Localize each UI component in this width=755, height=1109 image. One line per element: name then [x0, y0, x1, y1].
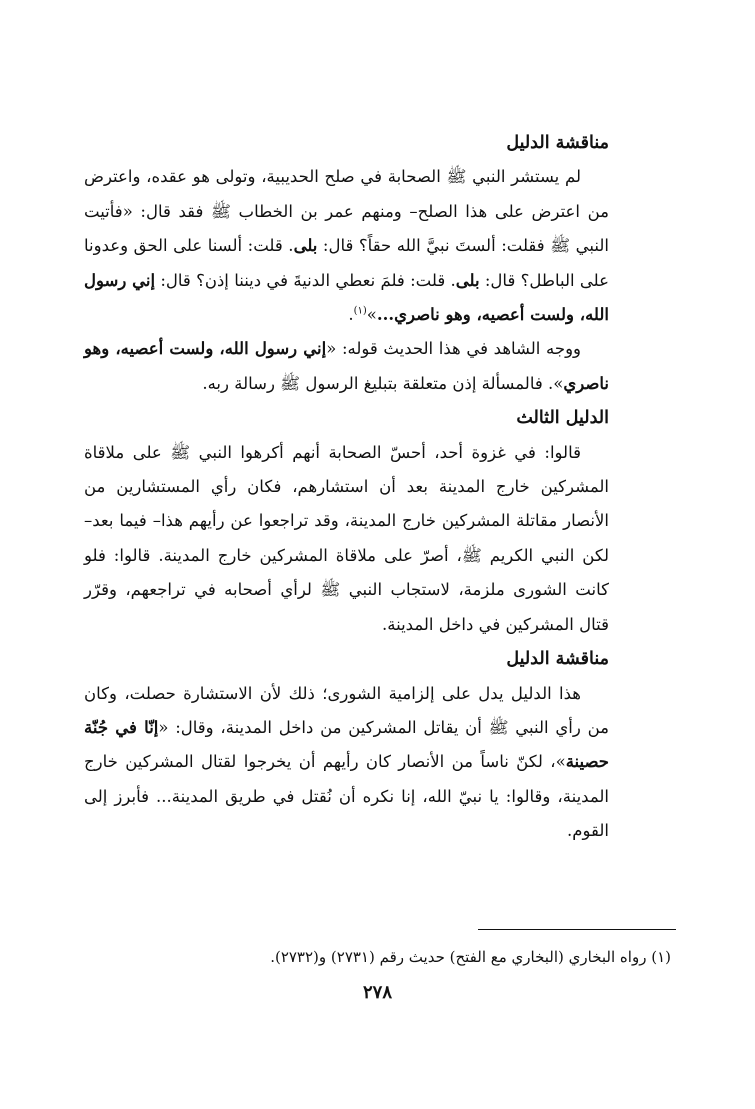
text-run: »: [366, 305, 377, 325]
page-number: ٢٧٨: [362, 982, 392, 1003]
main-text: [84, 126, 609, 849]
bold-text-run: بلى: [455, 270, 480, 290]
bold-text-run: إني رسول الله، ولست أعصيه، وهو ناصري...: [84, 270, 609, 325]
text-run: قالوا: في غزوة أحد، أحسّ الصحابة أنهم أكرهوا النبي ﷺ على ملاقاة المشركين خارج المدينة بعد أن استشارهم، فكان رأي المستشارين من الأنصار مقاتلة المشركين خارج المدينة، وقد تراجعوا عن رأيهم هذا– فيما بعد– لكن النبي الكريم ﷺ، أصرّ على ملاقاة المشركين خارج المدينة. قالوا: فلو كانت الشورى ملزمة، لاستجاب النبي ﷺ لرأي أصحابه في تراجعهم، وقرّر قتال المشركين في داخل المدينة.: [84, 442, 609, 634]
section-heading-discussion-2: مناقشة الدليل: [506, 649, 609, 670]
paragraph-hudaybiyyah: [84, 160, 609, 332]
text-run: هذا الدليل يدل على إلزامية الشورى؛ ذلك لأن الاستشارة حصلت، وكان من رأي النبي ﷺ أن يقاتل المشركين من داخل المدينة، وقال: «: [84, 683, 609, 737]
footnote-divider: [478, 929, 676, 930]
paragraph-uhud: [84, 436, 609, 642]
text-run: ». فالمسألة إذن متعلقة بتبليغ الرسول ﷺ رسالة ربه.: [202, 373, 564, 393]
footnote: (١) رواه البخاري (البخاري مع الفتح) حديث رقم (٢٧٣١) و(٢٧٣٢).: [270, 948, 671, 966]
text-run: لم يستشر النبي ﷺ الصحابة في صلح الحديبية، وتولى هو عقده، واعترض من اعترض على هذا الصلح– ومنهم عمر بن الخطاب ﷺ فقد قال: «فأتيت النبي ﷺ فقلت: ألستَ نبيَّ الله حقاً؟ قال:: [84, 167, 609, 256]
text-run: . قلت: ألسنا على الحق وعدونا على الباطل؟ قال:: [84, 236, 609, 290]
text-run: .: [348, 305, 354, 325]
text-run: . قلت: فلمَ نعطي الدنيةَ في ديننا إذن؟ قال:: [155, 270, 456, 290]
text-run: »، لكنّ ناساً من الأنصار كان رأيهم أن يخرجوا لقتال المشركين خارج المدينة، وقالوا: يا نبيّ الله، إنا نكره أن نُقتل في طريق المدينة... فأبرز إلى القوم.: [84, 752, 609, 841]
paragraph-shura-binding: [84, 677, 609, 849]
footnote-reference: (١): [353, 305, 367, 317]
section-heading-discussion-1: مناقشة الدليل: [506, 133, 609, 153]
bold-text-run: إنّا في جُنّة حصينة: [84, 717, 609, 772]
section-heading-third-evidence: الدليل الثالث: [516, 408, 609, 429]
bold-text-run: إني رسول الله، ولست أعصيه، وهو ناصري: [84, 339, 609, 393]
text-run: ووجه الشاهد في هذا الحديث قوله: «: [326, 339, 582, 359]
paragraph-evidence-point: [84, 332, 609, 401]
bold-text-run: بلى: [293, 236, 318, 256]
